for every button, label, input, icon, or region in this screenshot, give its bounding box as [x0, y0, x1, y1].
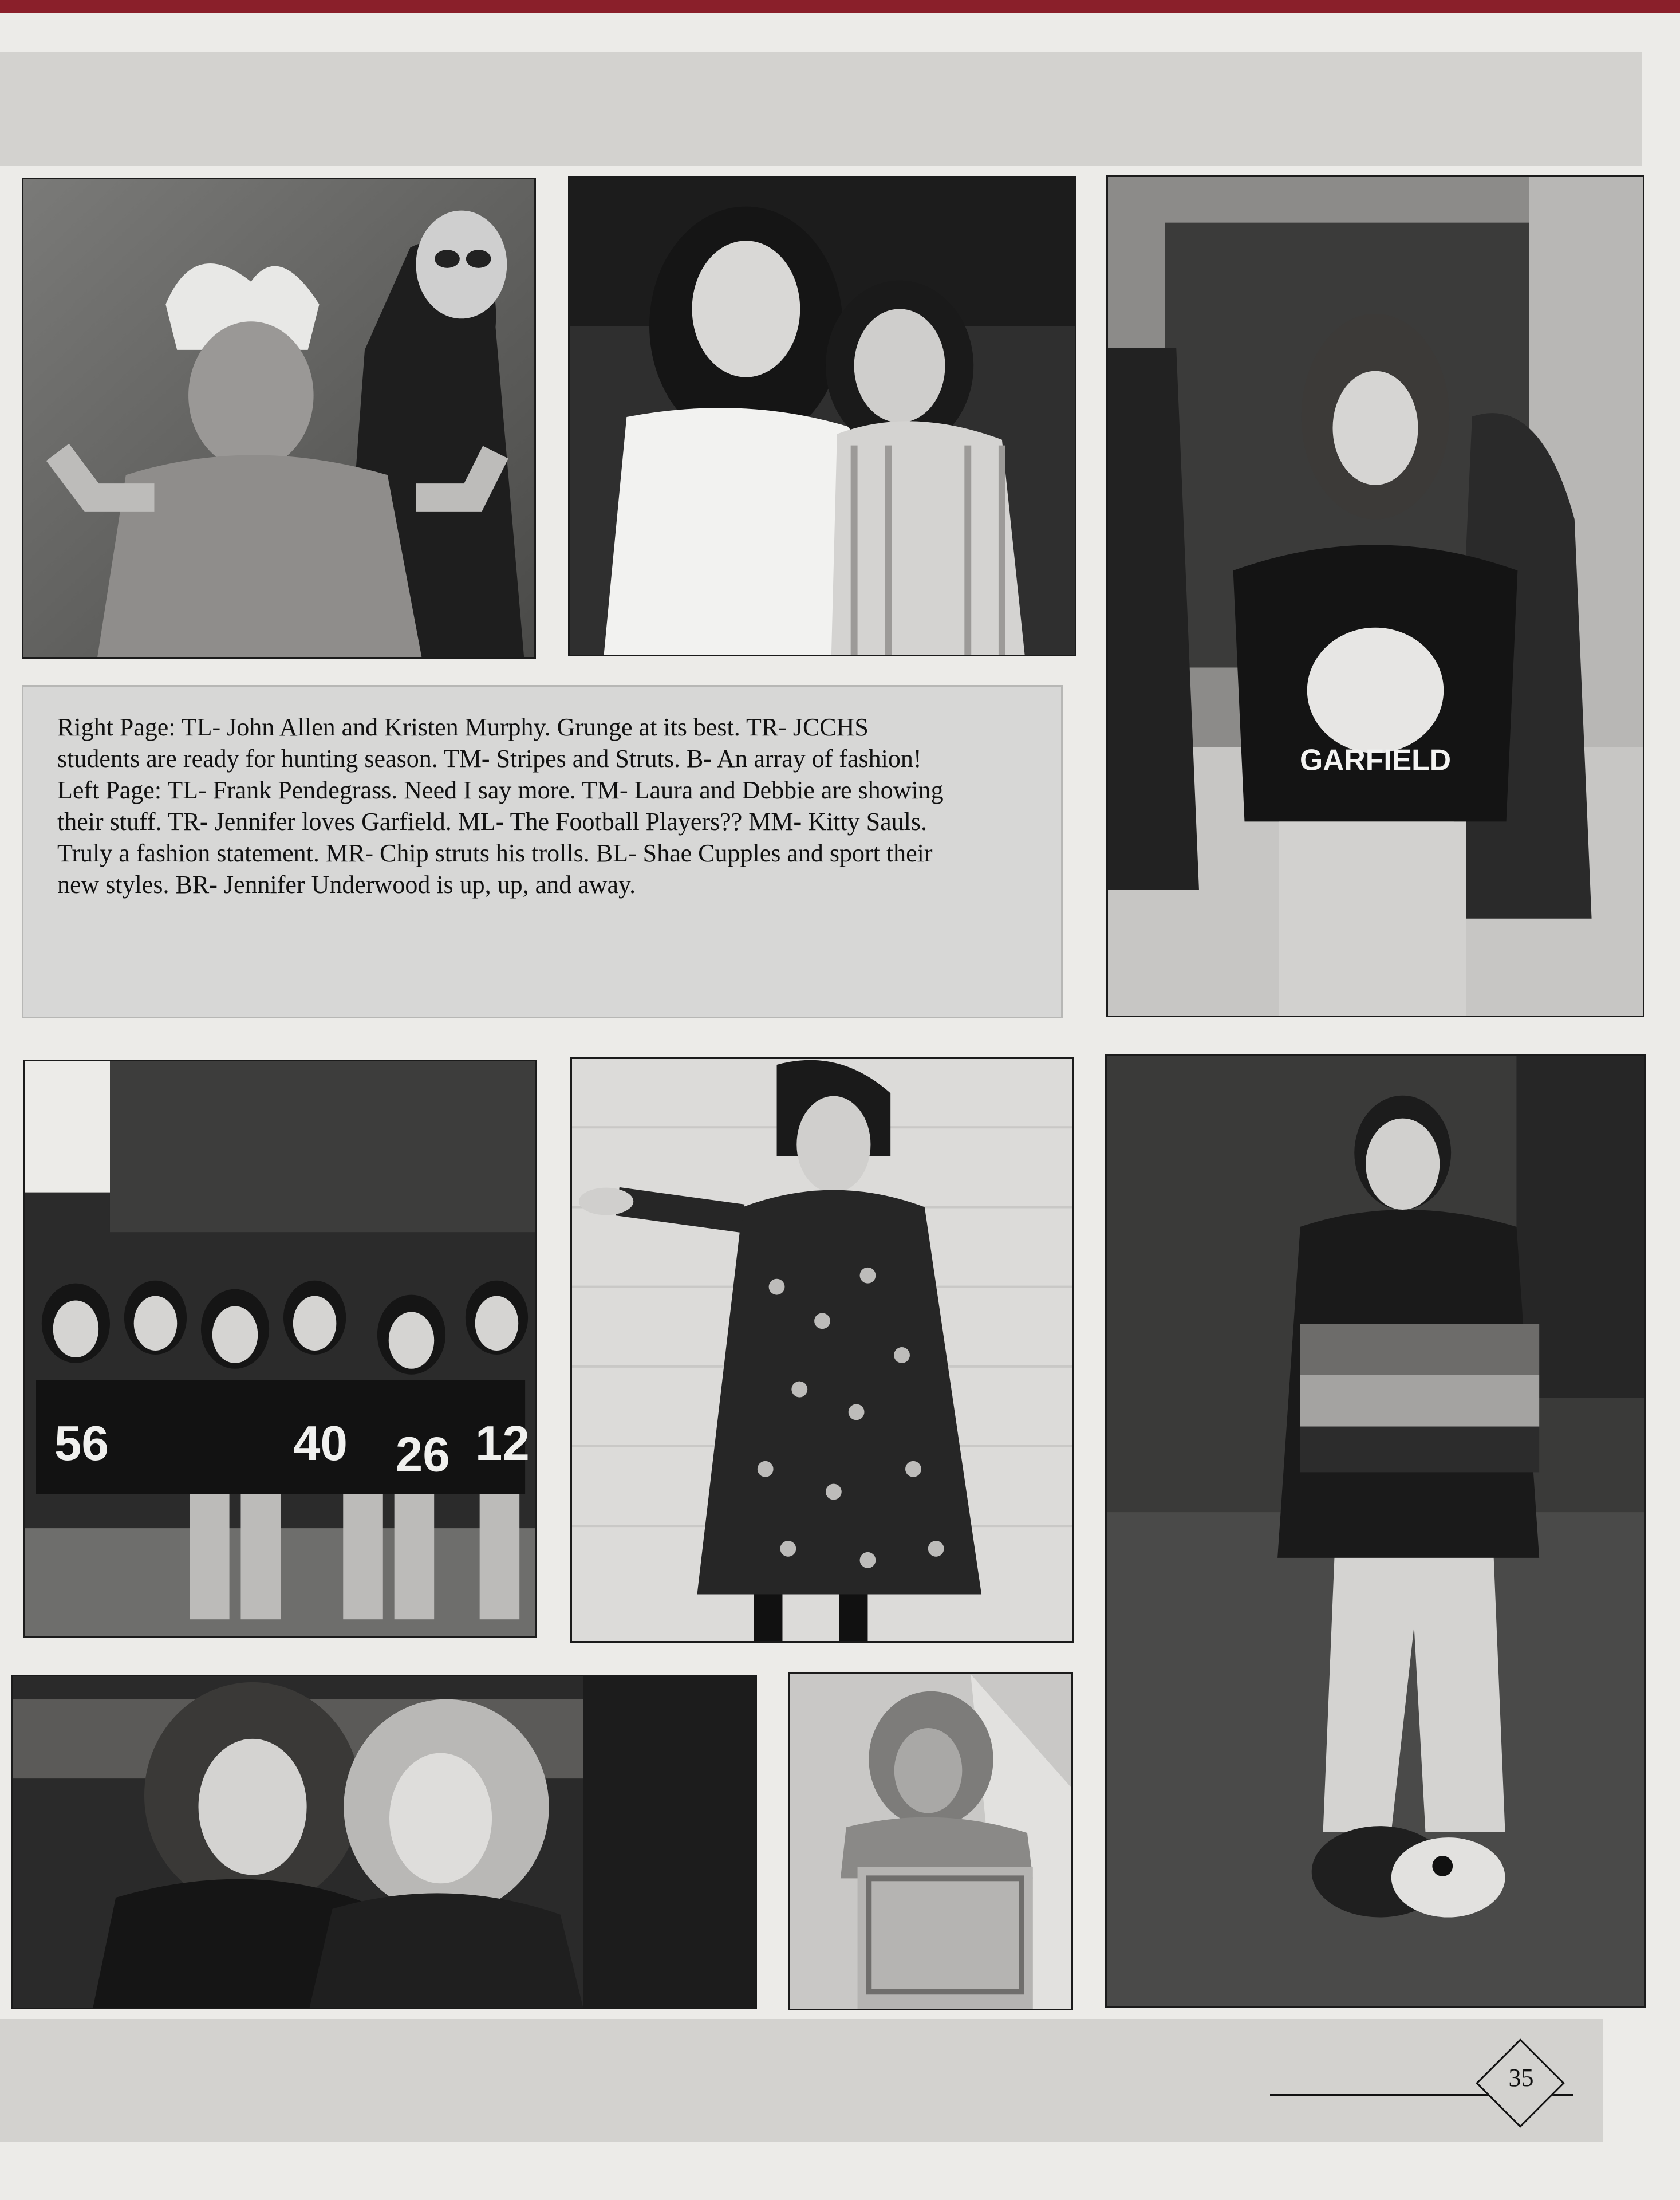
jersey-number-4: 12	[475, 1416, 530, 1471]
top-edge-band	[0, 0, 1680, 13]
photo-middle-right	[1105, 1054, 1646, 2008]
photo-top-right	[1106, 175, 1644, 1017]
photo-bottom-right	[788, 1672, 1073, 2010]
page-number: 35	[1508, 2064, 1534, 2092]
jersey-number-1: 56	[54, 1416, 109, 1471]
photo-top-left	[22, 178, 536, 659]
photo-middle-left	[23, 1060, 537, 1638]
jersey-number-3: 26	[395, 1427, 450, 1482]
caption-text: Right Page: TL- John Allen and Kristen Murphy. Grunge at its best. TR- JCCHS students are ready for hunting season. TM- Stripes and Struts. B- An array of fashion! Left Page: TL- Frank Pendegrass. Need I say more. TM- Laura and Debbie are showing their stuff. TR- Jennifer loves Garfield. ML- The Football Players?? MM- Kitty Sauls. Truly a fashion statement. MR- Chip struts his trolls. BL- Shae Cupples and sport their new styles. BR- Jennifer Underwood is up, up, and away.	[57, 713, 944, 899]
photo-bottom-left	[11, 1675, 757, 2009]
garfield-sweater-text: GARFIELD	[1299, 743, 1452, 777]
header-band	[0, 52, 1642, 166]
photo-middle-middle	[570, 1057, 1074, 1643]
jersey-number-2: 40	[293, 1416, 348, 1471]
page-number-marker	[1260, 2039, 1580, 2119]
photo-top-middle	[568, 176, 1076, 656]
